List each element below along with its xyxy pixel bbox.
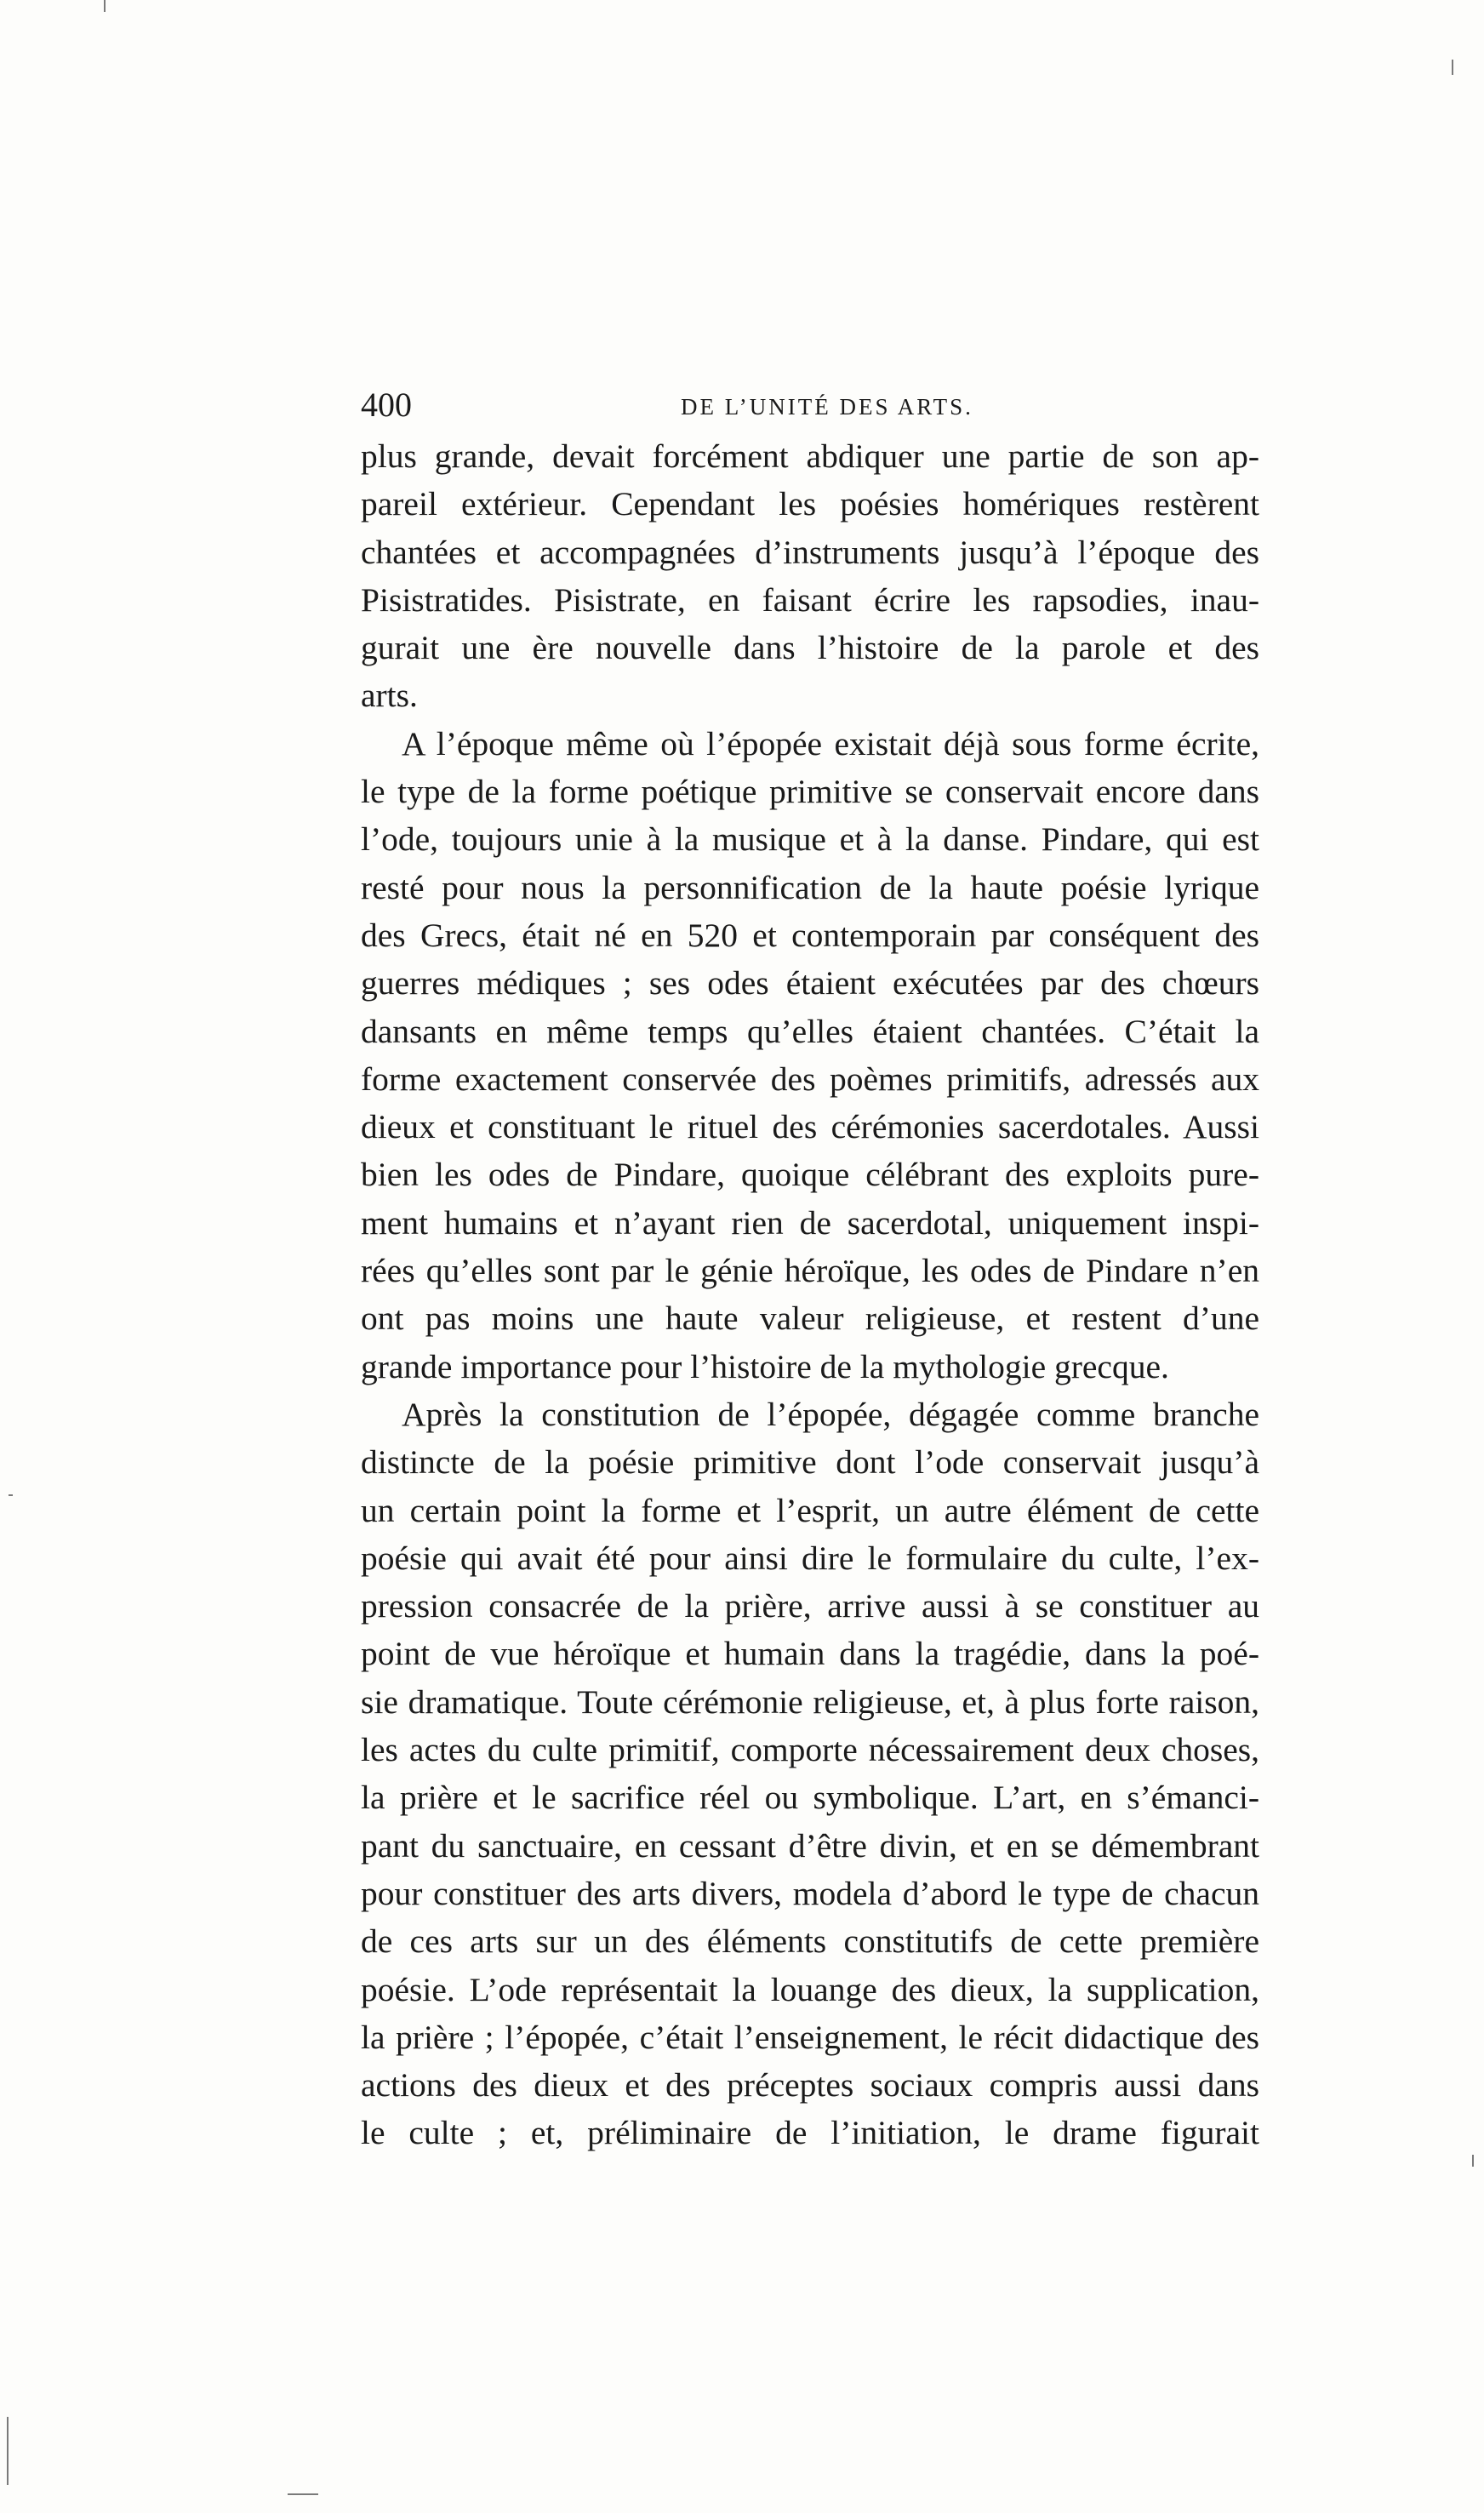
- text-line: la prière ; l’épopée, c’était l’enseignement, le récit didactique des: [361, 2018, 1259, 2056]
- text-line: dansants en même temps qu’elles étaient chantées. C’était la: [361, 1012, 1259, 1050]
- text-block: [361, 383, 1259, 2157]
- scan-speck: [288, 2493, 318, 2495]
- text-line: pression consacrée de la prière, arrive aussi à se constituer au: [361, 1587, 1259, 1625]
- text-line: ment humains et n’ayant rien de sacerdotal, uniquement inspi-: [361, 1203, 1259, 1242]
- text-line: pant du sanctuaire, en cessant d’être divin, et en se démembrant: [361, 1826, 1259, 1865]
- text-line: de ces arts sur un des éléments constitutifs de cette première: [361, 1922, 1259, 1961]
- text-line: A l’époque même où l’épopée existait déjà sous forme écrite,: [402, 724, 1259, 762]
- text-line: chantées et accompagnées d’instruments jusqu’à l’époque des: [361, 533, 1259, 571]
- text-line: bien les odes de Pindare, quoique célébrant des exploits pure-: [361, 1156, 1259, 1194]
- text-line: ont pas moins une haute valeur religieuse, et restent d’une: [361, 1299, 1259, 1338]
- text-line: des Grecs, était né en 520 et contemporain par conséquent des: [361, 916, 1259, 954]
- text-line: Pisistratides. Pisistrate, en faisant écrire les rapsodies, inau-: [361, 580, 1259, 619]
- running-head: [361, 383, 1259, 427]
- running-title: DE L’UNITÉ DES ARTS.: [681, 394, 973, 420]
- scan-speck: [104, 0, 106, 12]
- scan-speck: [1472, 2155, 1474, 2167]
- text-line: la prière et le sacrifice réel ou symbolique. L’art, en s’émanci-: [361, 1779, 1259, 1817]
- text-line: l’ode, toujours unie à la musique et à la danse. Pindare, qui est: [361, 820, 1259, 859]
- page-number: 400: [361, 386, 412, 424]
- text-line: les actes du culte primitif, comporte nécessairement deux choses,: [361, 1731, 1259, 1769]
- paragraph: [361, 720, 1259, 1391]
- text-line: pour constituer des arts divers, modela d’abord le type de chacun: [361, 1874, 1259, 1912]
- text-line: plus grande, devait forcément abdiquer une partie de son ap-: [361, 437, 1259, 475]
- text-line: pareil extérieur. Cependant les poésies homériques restèrent: [361, 485, 1259, 523]
- text-line: grande importance pour l’histoire de la mythologie grecque.: [361, 1347, 1169, 1385]
- text-line: resté pour nous la personnification de la haute poésie lyrique: [361, 868, 1259, 906]
- text-line: rées qu’elles sont par le génie héroïque, les odes de Pindare n’en: [361, 1252, 1259, 1290]
- text-line: distincte de la poésie primitive dont l’ode conservait jusqu’à: [361, 1443, 1259, 1482]
- text-line: le type de la forme poétique primitive se conservait encore dans: [361, 773, 1259, 811]
- paragraph: [361, 432, 1259, 720]
- text-line: gurait une ère nouvelle dans l’histoire de la parole et des: [361, 629, 1259, 667]
- body-text: [361, 432, 1259, 2157]
- scan-speck: [1452, 60, 1453, 75]
- scan-speck: [7, 2417, 9, 2485]
- text-line: poésie. L’ode représentait la louange des dieux, la supplication,: [361, 1970, 1259, 2008]
- text-line: arts.: [361, 677, 418, 715]
- text-line: un certain point la forme et l’esprit, un autre élément de cette: [361, 1491, 1259, 1529]
- text-line: Après la constitution de l’épopée, dégagée comme branche: [402, 1395, 1259, 1433]
- text-line: dieux et constituant le rituel des cérémonies sacerdotales. Aussi: [361, 1108, 1259, 1146]
- text-line: poésie qui avait été pour ainsi dire le formulaire du culte, l’ex-: [361, 1539, 1259, 1577]
- text-line: forme exactement conservée des poèmes primitifs, adressés aux: [361, 1059, 1259, 1098]
- paragraph: [361, 1391, 1259, 2157]
- text-line: le culte ; et, préliminaire de l’initiation, le drame figurait: [361, 2114, 1259, 2152]
- text-line: point de vue héroïque et humain dans la tragédie, dans la poé-: [361, 1635, 1259, 1673]
- text-line: sie dramatique. Toute cérémonie religieuse, et, à plus forte raison,: [361, 1682, 1259, 1721]
- text-line: guerres médiques ; ses odes étaient exécutées par des chœurs: [361, 964, 1259, 1002]
- scan-speck: [9, 1494, 13, 1496]
- text-line: actions des dieux et des préceptes sociaux compris aussi dans: [361, 2066, 1259, 2105]
